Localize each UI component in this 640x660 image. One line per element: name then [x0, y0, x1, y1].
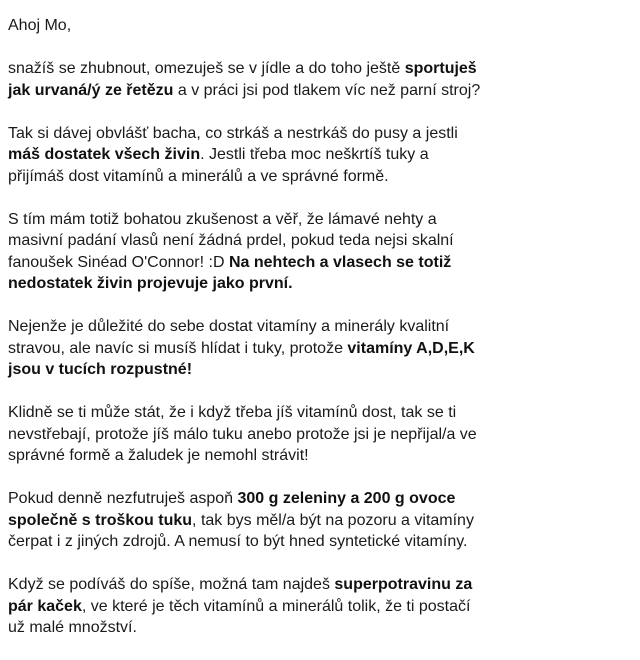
email-paragraph: [8, 488, 488, 553]
body-text: . Jestli třeba moc neškrtíš tuky a přijímáš dost vitamínů a minerálů a ve správné formě.: [8, 146, 429, 185]
body-text: , ve které je těch vitamínů a minerálů tolik, že ti postačí už malé množství.: [8, 597, 471, 636]
email-paragraph: [8, 316, 488, 381]
email-paragraphs: [8, 58, 488, 639]
email-paragraph: [8, 58, 488, 101]
body-text: Tak si dávej obvlášť bacha, co strkáš a nestrkáš do pusy a jestli: [8, 124, 458, 142]
body-text: , tak bys měl/a být na pozoru a vitamíny čerpat i z jiných zdrojů. A nemusí to být hned syntetické vitamíny.: [8, 511, 474, 550]
email-paragraph: [8, 123, 488, 188]
email-body: [8, 15, 488, 660]
emphasis-text: Na nehtech a vlasech se totiž nedostatek živin projevuje jako první.: [8, 253, 452, 292]
body-text: S tím mám totiž bohatou zkušenost a věř, že lámavé nehty a masivní padání vlasů není žádná prdel, pokud teda nejsi skalní fanoušek Sinéad O'Connor! :D: [8, 210, 454, 271]
body-text: Pokud denně nezfutruješ aspoň: [8, 490, 238, 507]
email-greeting: Ahoj Mo,: [8, 17, 72, 34]
emphasis-text: vitamíny A,D,E,K jsou v tucích rozpustné!: [8, 339, 475, 378]
email-paragraph: [8, 402, 488, 467]
emphasis-text: 300 g zeleniny a 200 g ovoce společně s troškou tuku: [8, 490, 456, 529]
emphasis-text: sportuješ jak urvaná/ý ze řetězu: [8, 60, 477, 99]
body-text: a v práci jsi pod tlakem víc než parní stroj?: [173, 81, 481, 99]
emphasis-text: máš dostatek všech živin: [8, 146, 201, 163]
body-text: Klidně se ti může stát, že i když třeba jíš vitamínů dost, tak se ti nevstřebají, protože jíš málo tuku anebo protože jsi je nepřijal/a ve správné formě a žaludek je nemohl strávit!: [8, 404, 477, 464]
email-paragraph: [8, 574, 488, 639]
body-text: snažíš se zhubnout, omezuješ se v jídle a do toho ještě: [8, 60, 405, 77]
email-paragraph: [8, 209, 488, 295]
body-text: Když se podíváš do spíše, možná tam najdeš: [8, 576, 335, 593]
emphasis-text: superpotravinu za pár kaček: [8, 576, 473, 615]
body-text: Nejenže je důležité do sebe dostat vitamíny a minerály kvalitní stravou, ale navíc si musíš hlídat i tuky, protože: [8, 318, 450, 357]
